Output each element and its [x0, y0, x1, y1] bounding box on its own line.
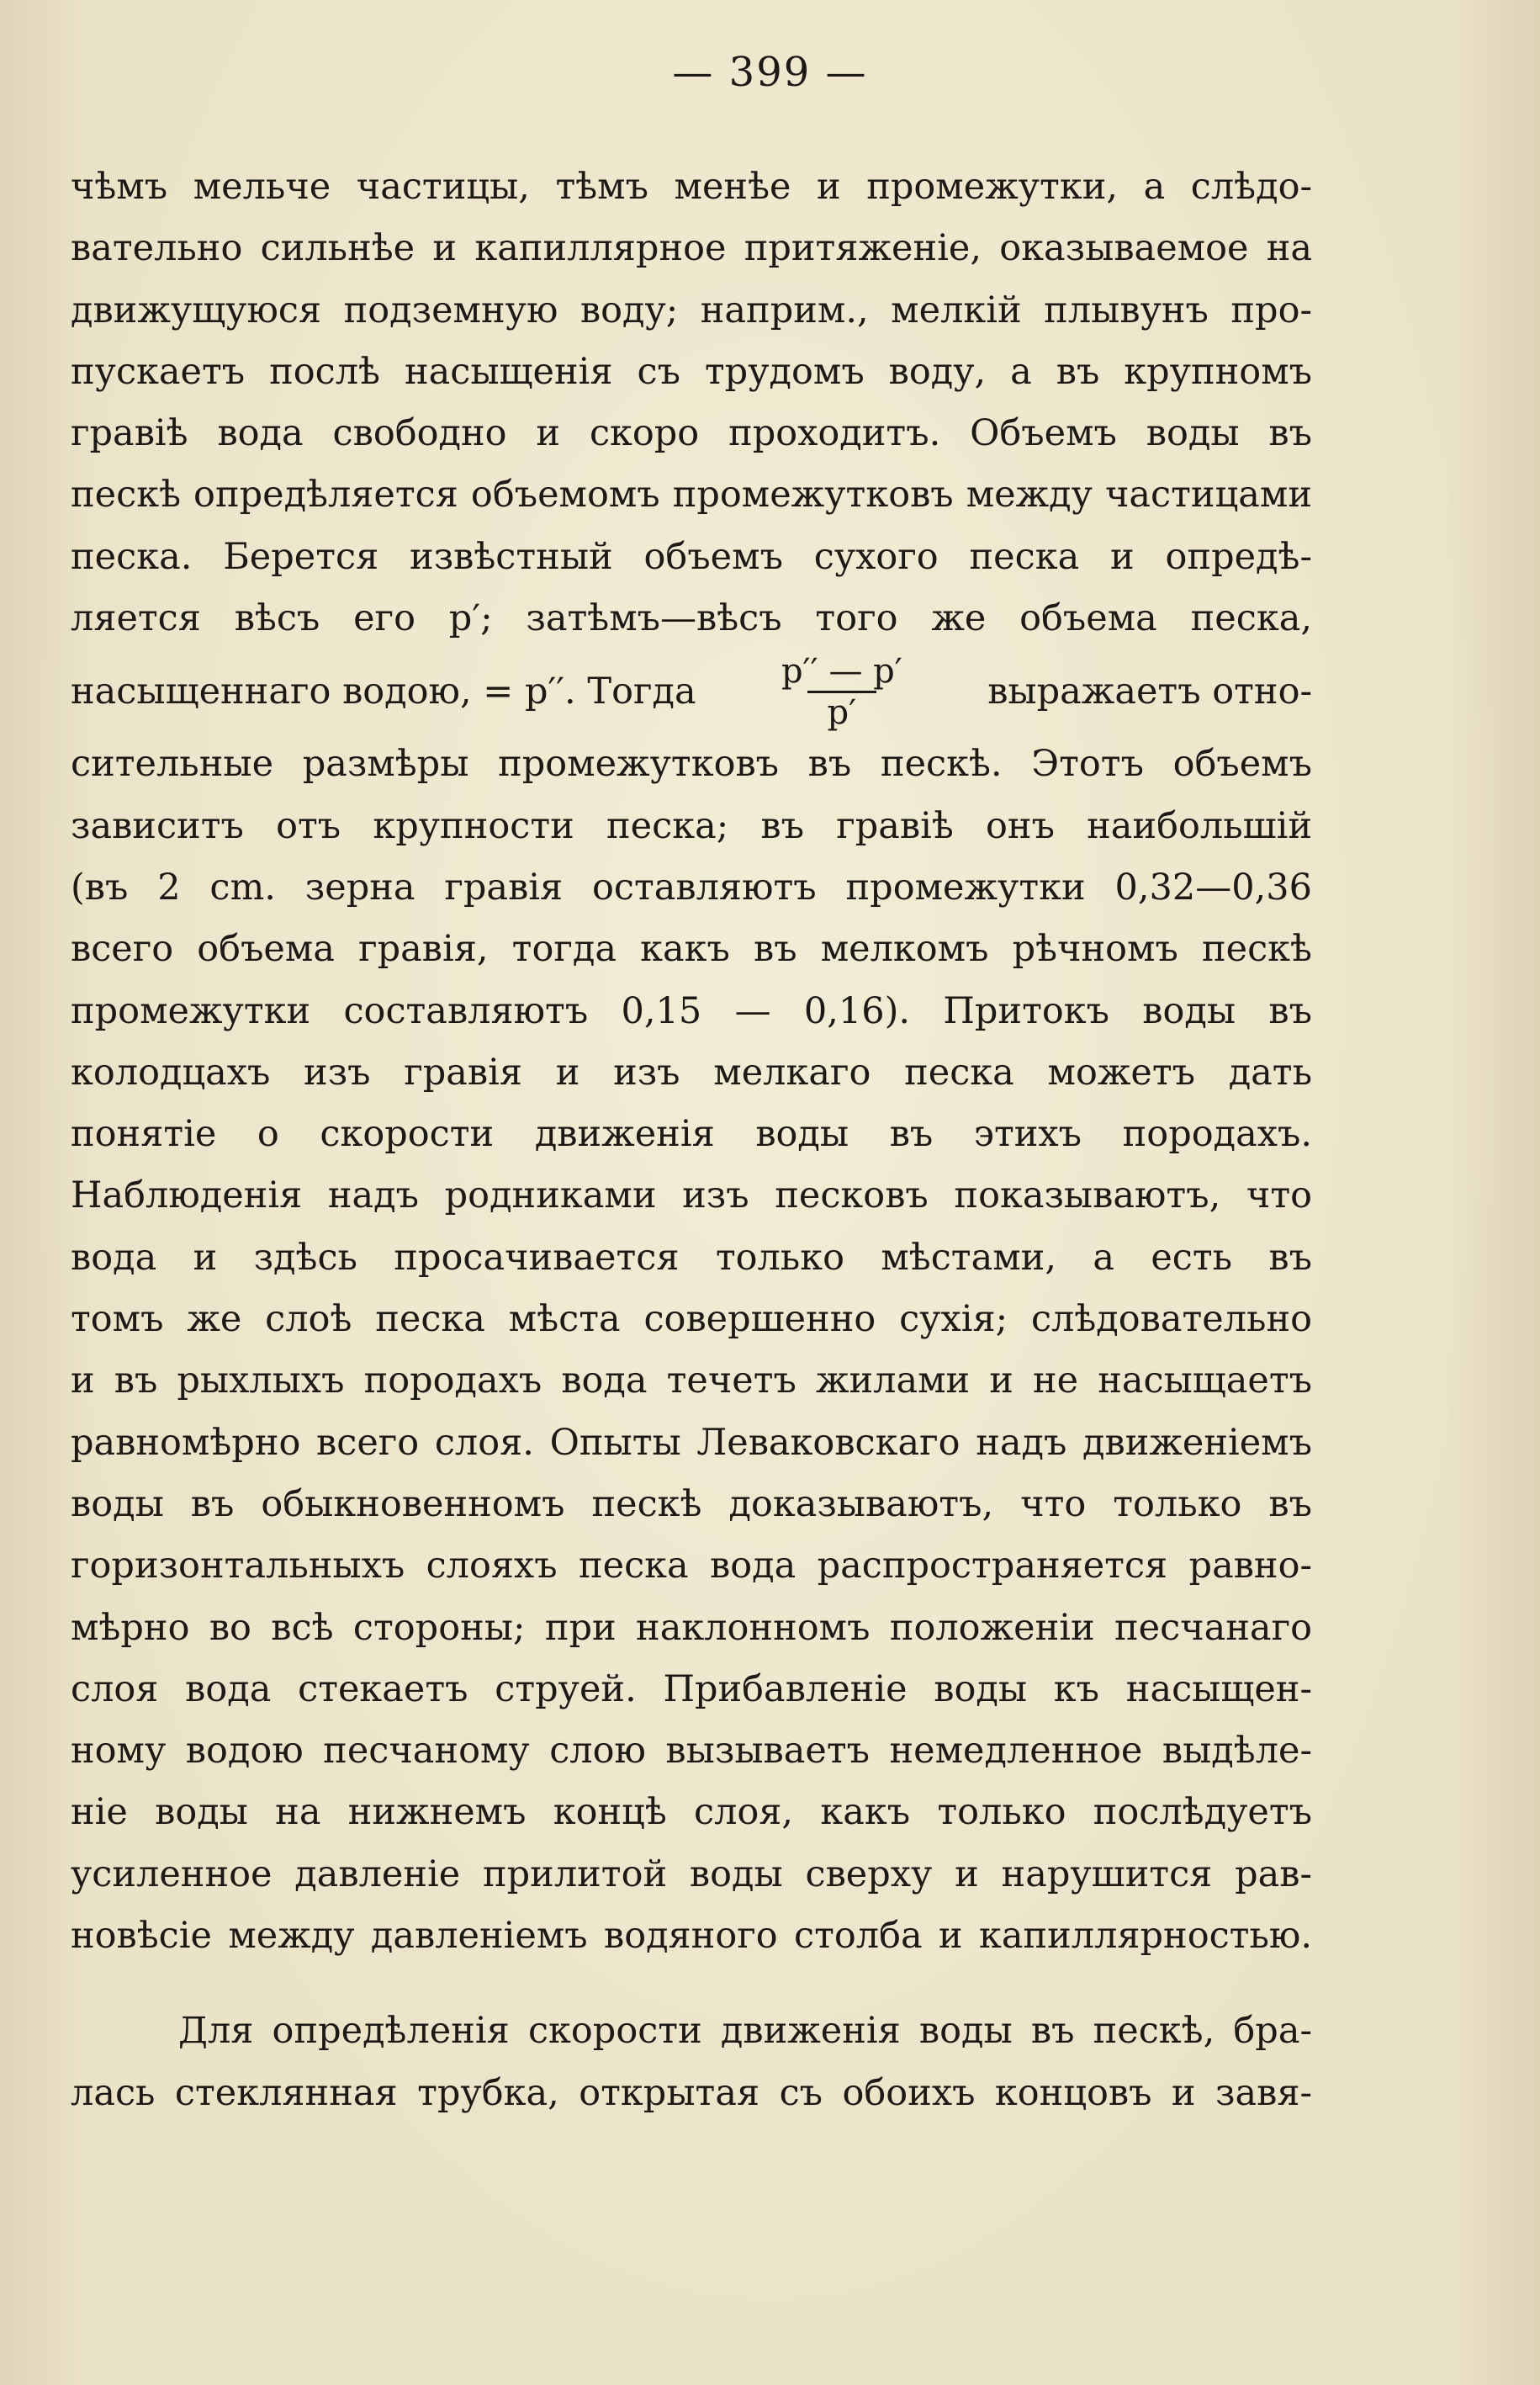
text-line: чѣмъ мельче частицы, тѣмъ менѣе и промежутки, а слѣдо- — [71, 166, 1312, 208]
paragraph-1 — [71, 156, 1312, 1967]
text-line: томъ же слоѣ песка мѣста совершенно сухія; слѣдовательно — [71, 1298, 1312, 1341]
paragraph-2 — [71, 2001, 1312, 2124]
text-line: новѣсіе между давленіемъ водяного столба и капиллярностью. — [71, 1915, 1312, 1958]
text-line: воды въ обыкновенномъ пескѣ доказываютъ, что только въ — [71, 1482, 1312, 1525]
text-line: гравіѣ вода свободно и скоро проходитъ. Объемъ воды въ — [71, 412, 1312, 455]
text-line: песка. Берется извѣстный объемъ сухого песка и опредѣ- — [71, 535, 1312, 578]
text-line: понятіе о скорости движенія воды въ этихъ породахъ. — [71, 1113, 1312, 1156]
fraction-line-after: выражаетъ отно- — [987, 670, 1312, 713]
text-line: ніе воды на нижнемъ концѣ слоя, какъ только послѣдуетъ — [71, 1791, 1312, 1834]
text-line: (въ 2 cm. зерна гравія оставляютъ промежутки 0,32—0,36 — [71, 866, 1312, 909]
fraction-line-before: насыщеннаго водою, = p′′. Тогда — [71, 670, 696, 713]
text-line: лась стеклянная трубка, открытая съ обоихъ концовъ и завя- — [71, 2071, 1312, 2114]
text-line: пескѣ опредѣляется объемомъ промежутковъ между частицами — [71, 474, 1312, 517]
body-text — [71, 156, 1312, 2124]
text-line: слоя вода стекаетъ струей. Прибавленіе воды къ насыщен- — [71, 1667, 1312, 1710]
text-line: мѣрно во всѣ стороны; при наклонномъ положеніи песчанаго — [71, 1606, 1312, 1649]
text-line: Для опредѣленія скорости движенія воды въ пескѣ, бра- — [178, 2010, 1312, 2053]
text-line: ному водою песчаному слою вызываетъ немедленное выдѣле- — [71, 1730, 1312, 1773]
fraction-numerator: p′′ — p′ — [781, 651, 902, 691]
text-line: вательно сильнѣе и капиллярное притяженіе, оказываемое на — [71, 227, 1312, 270]
paragraph-gap — [71, 1967, 1312, 2001]
text-line: сительные размѣры промежутковъ въ пескѣ. Этотъ объемъ — [71, 743, 1312, 786]
text-line: пускаетъ послѣ насыщенія съ трудомъ воду, а въ крупномъ — [71, 350, 1312, 393]
fraction-line — [71, 649, 1312, 734]
text-line: промежутки составляютъ 0,15 — 0,16). Притокъ воды въ — [71, 989, 1312, 1032]
text-line: всего объема гравія, тогда какъ въ мелкомъ рѣчномъ пескѣ — [71, 928, 1312, 971]
text-line: и въ рыхлыхъ породахъ вода течетъ жилами и не насыщаетъ — [71, 1359, 1312, 1402]
page-number: — 399 — — [672, 49, 868, 96]
text-line: ляется вѣсъ его p′; затѣмъ—вѣсъ того же объема песка, — [71, 597, 1312, 640]
text-line: Наблюденія надъ родниками изъ песковъ показываютъ, что — [71, 1174, 1312, 1217]
fraction — [776, 652, 908, 732]
text-line: горизонтальныхъ слояхъ песка вода распространяется равно- — [71, 1545, 1312, 1587]
text-line: усиленное давленіе прилитой воды сверху и нарушится рав- — [71, 1852, 1312, 1895]
text-line: зависитъ отъ крупности песка; въ гравіѣ онъ наибольшій — [71, 804, 1312, 847]
text-line: колодцахъ изъ гравія и изъ мелкаго песка можетъ дать — [71, 1051, 1312, 1094]
text-line: вода и здѣсь просачивается только мѣстами, а есть въ — [71, 1236, 1312, 1279]
text-line: равномѣрно всего слоя. Опыты Леваковскаго надъ движеніемъ — [71, 1421, 1312, 1464]
fraction-denominator: p′ — [807, 691, 877, 732]
text-line: движущуюся подземную воду; наприм., мелкій плывунъ про- — [71, 289, 1312, 331]
